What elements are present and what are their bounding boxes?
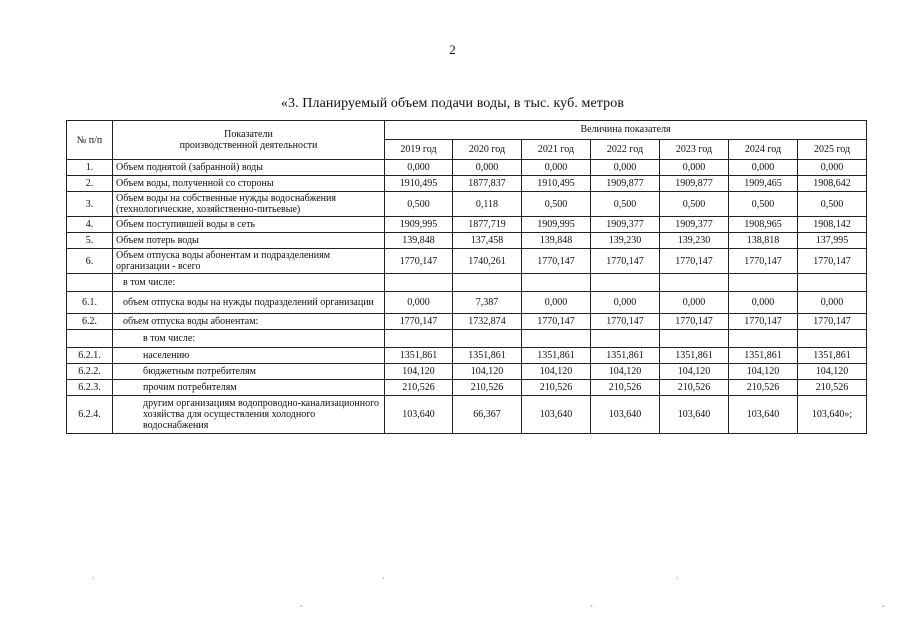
value-cell: 0,000 <box>798 160 867 176</box>
value-cell: 0,118 <box>453 192 522 217</box>
value-cell <box>660 330 729 348</box>
scan-speck: · <box>676 574 679 583</box>
col-header-indicator: Показатели производственной деятельности <box>113 121 385 160</box>
row-label: Объем потерь воды <box>113 233 385 249</box>
value-cell: 0,000 <box>729 160 798 176</box>
table-body <box>67 160 867 434</box>
row-number <box>67 330 113 348</box>
value-cell: 210,526 <box>385 380 453 396</box>
page-number: 2 <box>449 42 456 57</box>
value-cell: 0,000 <box>385 160 453 176</box>
row-label: прочим потребителям <box>113 380 385 396</box>
table-row <box>67 217 867 233</box>
value-cell <box>729 330 798 348</box>
value-cell: 1770,147 <box>591 249 660 274</box>
value-cell: 7,387 <box>453 292 522 314</box>
value-cell: 104,120 <box>385 364 453 380</box>
value-cell: 0,000 <box>798 292 867 314</box>
row-number: 5. <box>67 233 113 249</box>
row-number: 4. <box>67 217 113 233</box>
value-cell: 104,120 <box>453 364 522 380</box>
table-row <box>67 348 867 364</box>
value-cell: 104,120 <box>660 364 729 380</box>
value-cell: 1908,642 <box>798 176 867 192</box>
value-cell <box>385 274 453 292</box>
table-row <box>67 249 867 274</box>
row-number: 6.2.2. <box>67 364 113 380</box>
table-row <box>67 292 867 314</box>
value-cell <box>522 330 591 348</box>
table-row <box>67 176 867 192</box>
col-header-number: № п/п <box>67 121 113 160</box>
value-cell: 103,640 <box>591 396 660 434</box>
value-cell <box>729 274 798 292</box>
value-cell: 1770,147 <box>660 314 729 330</box>
value-cell: 1351,861 <box>453 348 522 364</box>
row-label: Объем поднятой (забранной) воды <box>113 160 385 176</box>
value-cell: 210,526 <box>729 380 798 396</box>
row-number: 6.2.1. <box>67 348 113 364</box>
table-row <box>67 233 867 249</box>
value-cell: 1909,377 <box>591 217 660 233</box>
row-label: Объем воды, полученной со стороны <box>113 176 385 192</box>
value-cell: 103,640»; <box>798 396 867 434</box>
row-label: Объем отпуска воды абонентам и подразделениям организации - всего <box>113 249 385 274</box>
value-cell: 103,640 <box>729 396 798 434</box>
value-cell: 103,640 <box>385 396 453 434</box>
value-cell: 0,000 <box>591 292 660 314</box>
year-header: 2025 год <box>798 139 867 159</box>
scan-speck: ˜ <box>300 604 303 613</box>
table-row <box>67 160 867 176</box>
year-header: 2024 год <box>729 139 798 159</box>
value-cell: 0,000 <box>522 160 591 176</box>
value-cell: 210,526 <box>798 380 867 396</box>
value-cell: 0,500 <box>385 192 453 217</box>
value-cell: 1351,861 <box>385 348 453 364</box>
value-cell: 1351,861 <box>591 348 660 364</box>
value-cell: 1770,147 <box>798 249 867 274</box>
value-cell: 1877,719 <box>453 217 522 233</box>
row-label: другим организациям водопроводно-канализационного хозяйства для осуществления холодного водоснабжения <box>113 396 385 434</box>
row-label: объем отпуска воды на нужды подразделений организации <box>113 292 385 314</box>
value-cell <box>660 274 729 292</box>
row-number: 6.2.4. <box>67 396 113 434</box>
value-cell: 1770,147 <box>385 249 453 274</box>
value-cell: 1909,377 <box>660 217 729 233</box>
value-cell: 139,848 <box>385 233 453 249</box>
value-cell: 0,000 <box>660 292 729 314</box>
value-cell: 0,000 <box>729 292 798 314</box>
value-cell: 139,848 <box>522 233 591 249</box>
value-cell: 1909,877 <box>660 176 729 192</box>
value-cell: 210,526 <box>522 380 591 396</box>
row-number: 6.2.3. <box>67 380 113 396</box>
value-cell: 210,526 <box>453 380 522 396</box>
value-cell: 138,818 <box>729 233 798 249</box>
row-number: 3. <box>67 192 113 217</box>
value-cell: 0,000 <box>522 292 591 314</box>
value-cell: 139,230 <box>591 233 660 249</box>
row-label: объем отпуска воды абонентам: <box>113 314 385 330</box>
value-cell: 104,120 <box>729 364 798 380</box>
row-number: 6.1. <box>67 292 113 314</box>
value-cell: 0,500 <box>729 192 798 217</box>
value-cell: 0,000 <box>385 292 453 314</box>
value-cell: 0,000 <box>660 160 729 176</box>
year-header: 2019 год <box>385 139 453 159</box>
value-cell: 1909,995 <box>522 217 591 233</box>
scan-speck: · <box>382 574 385 583</box>
value-cell: 1910,495 <box>385 176 453 192</box>
table-row <box>67 380 867 396</box>
scan-speck: ˜ <box>882 604 885 613</box>
value-cell: 104,120 <box>591 364 660 380</box>
value-cell: 1910,495 <box>522 176 591 192</box>
value-cell: 1877,837 <box>453 176 522 192</box>
value-cell <box>798 330 867 348</box>
table-row <box>67 314 867 330</box>
value-cell: 1770,147 <box>729 314 798 330</box>
year-header: 2023 год <box>660 139 729 159</box>
value-cell: 1351,861 <box>798 348 867 364</box>
value-cell: 0,000 <box>591 160 660 176</box>
year-header: 2020 год <box>453 139 522 159</box>
row-label: в том числе: <box>113 274 385 292</box>
value-cell: 0,500 <box>660 192 729 217</box>
table-row <box>67 192 867 217</box>
value-cell: 1351,861 <box>729 348 798 364</box>
water-supply-table <box>66 120 867 434</box>
value-cell: 1770,147 <box>729 249 798 274</box>
value-cell <box>385 330 453 348</box>
row-label: Объем поступившей воды в сеть <box>113 217 385 233</box>
row-label: Объем воды на собственные нужды водоснабжения (технологические, хозяйственно-питьевые) <box>113 192 385 217</box>
year-header: 2021 год <box>522 139 591 159</box>
table-row <box>67 396 867 434</box>
page-title: «3. Планируемый объем подачи воды, в тыс. куб. метров <box>280 96 625 111</box>
scan-speck: · <box>92 574 95 583</box>
value-cell: 1732,874 <box>453 314 522 330</box>
value-cell: 210,526 <box>591 380 660 396</box>
value-cell: 137,995 <box>798 233 867 249</box>
value-cell: 0,000 <box>453 160 522 176</box>
value-cell: 1770,147 <box>798 314 867 330</box>
table-row <box>67 364 867 380</box>
value-cell <box>591 274 660 292</box>
value-cell: 1909,877 <box>591 176 660 192</box>
value-cell <box>453 274 522 292</box>
value-cell: 139,230 <box>660 233 729 249</box>
row-number: 2. <box>67 176 113 192</box>
value-cell: 0,500 <box>591 192 660 217</box>
value-cell: 1908,965 <box>729 217 798 233</box>
col-header-values: Величина показателя <box>385 121 867 140</box>
value-cell: 103,640 <box>660 396 729 434</box>
year-header: 2022 год <box>591 139 660 159</box>
table-row <box>67 274 867 292</box>
value-cell: 1770,147 <box>522 249 591 274</box>
value-cell <box>798 274 867 292</box>
row-number <box>67 274 113 292</box>
scan-speck: ˜ <box>590 604 593 613</box>
row-number: 1. <box>67 160 113 176</box>
value-cell: 103,640 <box>522 396 591 434</box>
row-number: 6. <box>67 249 113 274</box>
value-cell: 137,458 <box>453 233 522 249</box>
value-cell <box>591 330 660 348</box>
value-cell: 0,500 <box>798 192 867 217</box>
value-cell: 1909,995 <box>385 217 453 233</box>
row-number: 6.2. <box>67 314 113 330</box>
value-cell: 1770,147 <box>591 314 660 330</box>
value-cell: 1770,147 <box>660 249 729 274</box>
value-cell: 1908,142 <box>798 217 867 233</box>
value-cell: 104,120 <box>798 364 867 380</box>
value-cell: 1770,147 <box>522 314 591 330</box>
value-cell: 1770,147 <box>385 314 453 330</box>
row-label: в том числе: <box>113 330 385 348</box>
value-cell: 0,500 <box>522 192 591 217</box>
value-cell: 210,526 <box>660 380 729 396</box>
row-label: населению <box>113 348 385 364</box>
value-cell: 104,120 <box>522 364 591 380</box>
value-cell <box>522 274 591 292</box>
table-row <box>67 330 867 348</box>
value-cell: 1351,861 <box>660 348 729 364</box>
value-cell <box>453 330 522 348</box>
value-cell: 1351,861 <box>522 348 591 364</box>
value-cell: 66,367 <box>453 396 522 434</box>
value-cell: 1909,465 <box>729 176 798 192</box>
value-cell: 1740,261 <box>453 249 522 274</box>
row-label: бюджетным потребителям <box>113 364 385 380</box>
